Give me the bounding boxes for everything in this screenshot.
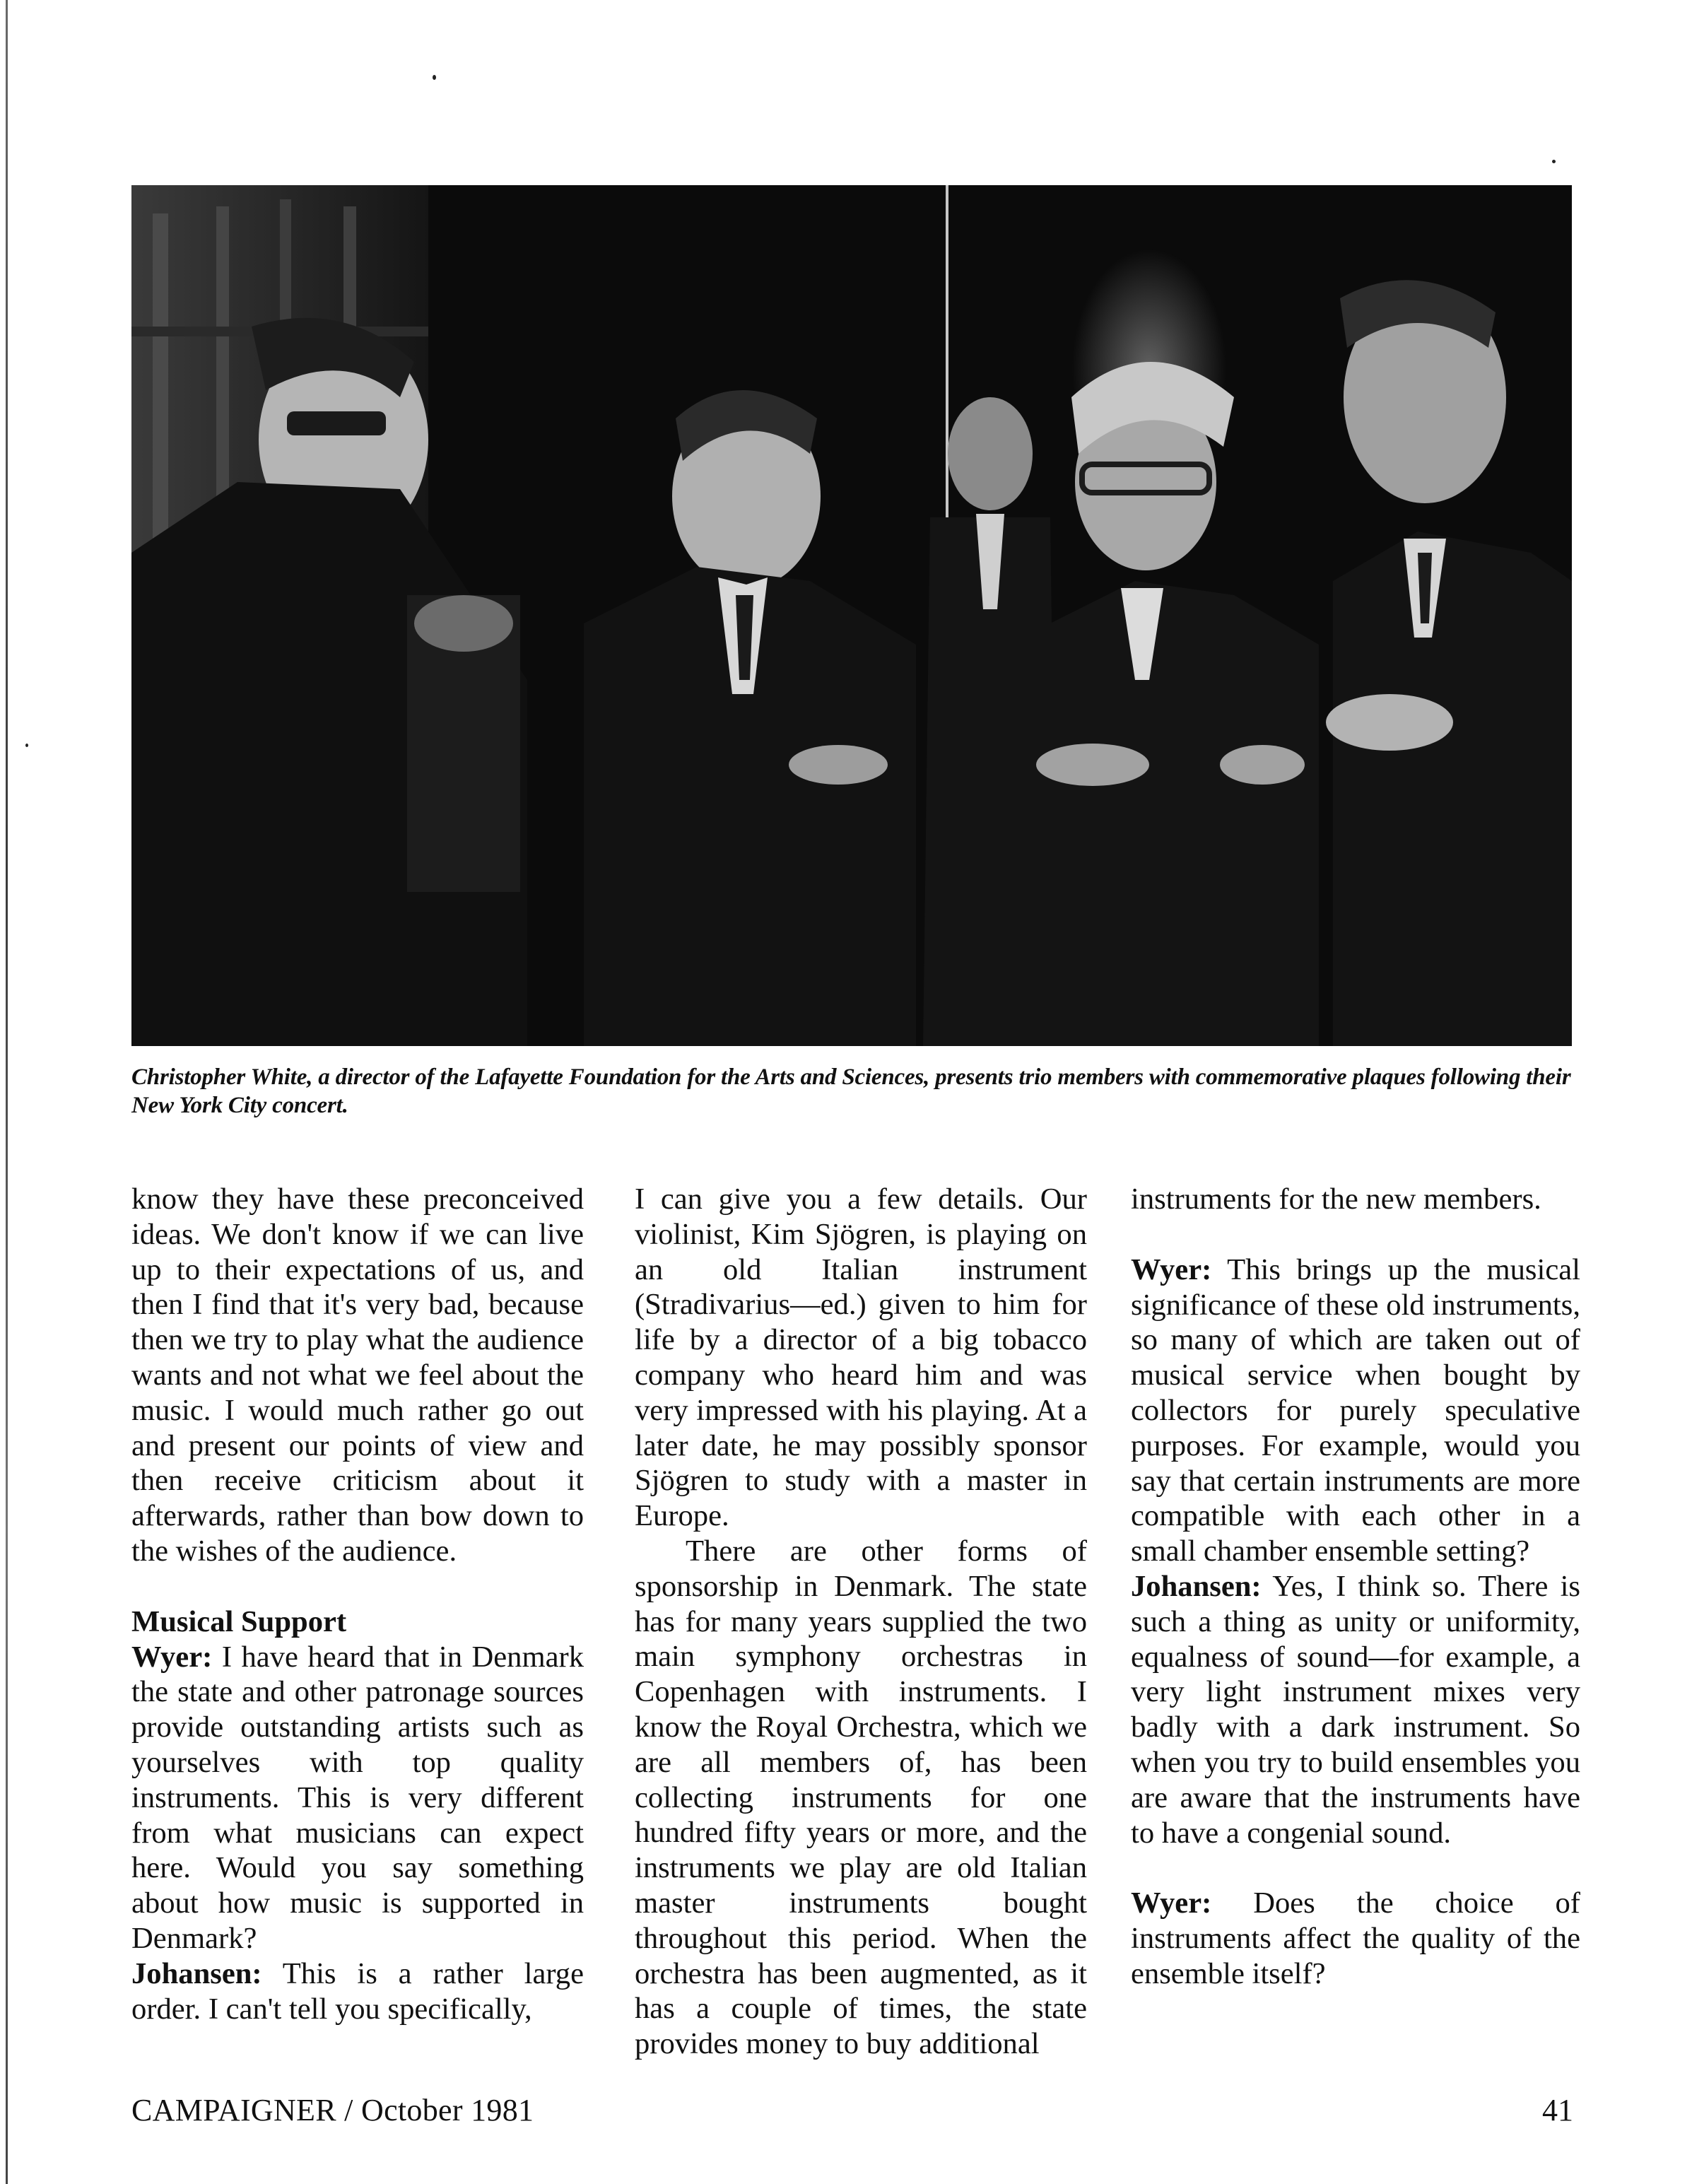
article-column-2 xyxy=(635,1182,1087,2062)
spacer xyxy=(131,1569,584,1604)
paragraph: know they have these preconceived ideas. We don't know if we can live up to their expectations of us, and then I find that it's very bad, because then we try to play what the audience wants and not what we feel about the music. I would much rather go out and present our points of view and then receive criticism about it afterwards, rather than bow down to the wishes of the audience. xyxy=(131,1182,584,1568)
interview-question xyxy=(1131,1886,1580,1991)
answer-text: This is a rather large order. I can't tell you specifically, xyxy=(131,1956,584,2026)
paragraph: I can give you a few details. Our violinist, Kim Sjögren, is playing on an old Italian instrument (Stradivarius—ed.) given to him for life by a director of a big tobacco company who heard him and was very impressed with his playing. At a later date, he may possibly sponsor Sjögren to study with a master in Europe. xyxy=(635,1182,1087,1533)
spacer xyxy=(1131,1217,1580,1252)
publication-footer: CAMPAIGNER / October 1981 xyxy=(131,2093,534,2127)
scan-speck xyxy=(1552,160,1556,163)
event-photograph xyxy=(131,185,1572,1046)
answer-text: Yes, I think so. There is such a thing as unity or uniformity, equalness of sound—for example, a very light instrument mixes very badly with a dark instrument. So when you try to build ensembles you are aware that the instruments have to have a congenial sound. xyxy=(1131,1569,1580,1850)
speaker-label: Johansen: xyxy=(1131,1569,1262,1603)
interview-question xyxy=(1131,1252,1580,1569)
spacer xyxy=(1131,1850,1580,1886)
question-text: This brings up the musical significance of these old instruments, so many of which are taken out of musical service when bought by collectors for purely speculative purposes. For example, would you say that certain instruments are more compatible with each other in a small chamber ensemble setting? xyxy=(1131,1252,1580,1568)
section-heading: Musical Support xyxy=(131,1604,347,1638)
interview-question xyxy=(131,1640,584,1956)
paragraph: There are other forms of sponsorship in Denmark. The state has for many years supplied the two main symphony orchestras in Copenhagen with instruments. I know the Royal Orchestra, which we are all members of, has been collecting instruments for one hundred fifty years or more, and the instruments we play are old Italian master instruments bought throughout this period. When the orchestra has been augmented, as it has a couple of times, the state provides money to buy additional xyxy=(635,1534,1087,2061)
interview-answer xyxy=(1131,1569,1580,1850)
photo-illustration xyxy=(131,185,1572,1046)
speaker-label: Wyer: xyxy=(131,1640,213,1674)
question-text: Does the choice of instruments affect the quality of the ensemble itself? xyxy=(1131,1886,1580,1990)
article-column-1 xyxy=(131,1182,584,2026)
article-column-3 xyxy=(1131,1182,1580,1992)
page-number: 41 xyxy=(1542,2093,1573,2127)
scan-speck xyxy=(25,744,28,747)
scan-speck xyxy=(433,75,436,80)
paragraph: instruments for the new members. xyxy=(1131,1182,1541,1216)
speaker-label: Wyer: xyxy=(1131,1252,1212,1286)
photo-caption: Christopher White, a director of the Lafayette Foundation for the Arts and Sciences, presents trio members with commemorative plaques following their New York City concert. xyxy=(131,1064,1571,1118)
page-binding-edge xyxy=(6,0,8,2184)
speaker-label: Wyer: xyxy=(1131,1886,1212,1920)
question-text: I have heard that in Denmark the state and other patronage sources provide outstanding artists such as yourselves with top quality instruments. This is very different from what musicians can expect here. Would you say something about how music is supported in Denmark? xyxy=(131,1640,584,1955)
interview-answer xyxy=(131,1956,584,2027)
speaker-label: Johansen: xyxy=(131,1956,262,1990)
